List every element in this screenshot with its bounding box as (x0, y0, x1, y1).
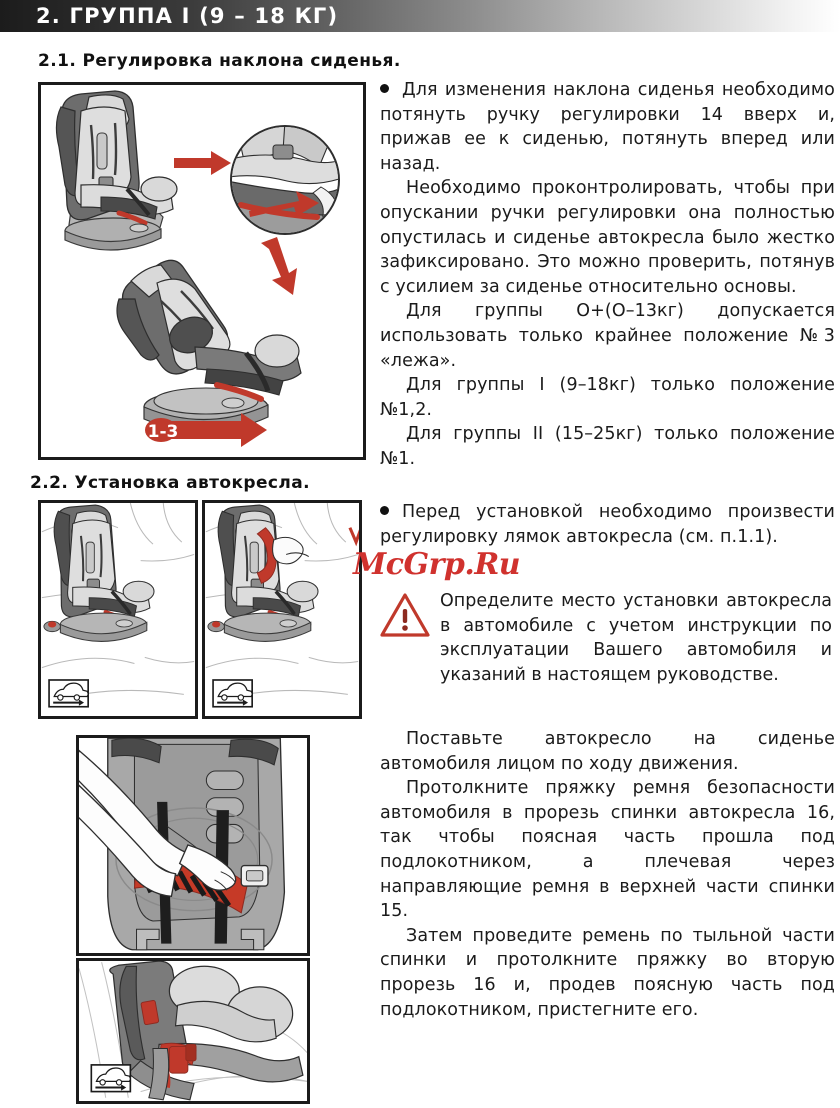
recline-adjustment-illustration (38, 82, 366, 460)
paragraph-group-1: Для группы I (9–18кг) только положение №1,2. (380, 375, 835, 420)
install-step-2-illustration (202, 500, 362, 719)
warning-triangle-icon (380, 592, 430, 638)
page-title: 2. ГРУППА I (9 – 18 КГ) (36, 4, 339, 28)
recline-text-column (380, 78, 835, 472)
recline-range-label: 1-3 (147, 422, 179, 442)
paragraph-check: Необходимо проконтролировать, чтобы при опускании ручки регулировки она полностью опустилась и сиденье автокресла было жестко зафиксировано. Это можно проверить, потянув с усилием за сиденье относительно основы. (380, 178, 835, 297)
paragraph-group-2: Для группы II (15–25кг) только положение №1. (380, 424, 835, 469)
warning-text: Определите место установки автокресла в автомобиле с учетом инструкции по эксплуатации Вашего автомобиля и указаний в настоящем руководстве. (440, 591, 832, 685)
install-text-column-bottom (380, 727, 835, 1022)
paragraph-group-0plus: Для группы O+(O–13кг) допускается использовать только крайнее положение №3 «лежа». (380, 301, 835, 371)
paragraph-thread-belt: Протолкните пряжку ремня безопасности автомобиля в прорезь спинки автокресла 16, так чтобы поясная часть прошла под подлокотником, а плечевая через направляющие ремня в верхней части спинки 15. (380, 778, 835, 922)
paragraph-place-seat: Поставьте автокресло на сиденье автомобиля лицом по ходу движения. (380, 729, 835, 774)
install-step-1-illustration (38, 500, 198, 719)
car-forward-icon (213, 680, 252, 707)
paragraph-text: Для изменения наклона сиденья необходимо потянуть ручку регулировки 14 вверх и, прижав ее к сиденью, потянуть вперед или назад. (380, 80, 835, 174)
belt-buckling-illustration (76, 958, 310, 1104)
section-heading-recline: 2.1. Регулировка наклона сиденья. (38, 51, 401, 71)
paragraph-bullet-recline (380, 78, 835, 176)
warning-block (380, 589, 835, 687)
paragraph-buckle-belt: Затем проведите ремень по тыльной части спинки и протолкните пряжку во вторую прорезь 16 и, продев поясную часть под подлокотником, пристегните его. (380, 925, 835, 1020)
paragraph-text: Перед установкой необходимо произвести регулировку лямок автокресла (см. п.1.1). (380, 502, 835, 547)
section-heading-install: 2.2. Установка автокресла. (30, 473, 310, 493)
watermark: McGrp.Ru (353, 547, 521, 582)
car-forward-icon (49, 680, 88, 707)
bullet-icon (380, 506, 389, 515)
paragraph-bullet-install (380, 500, 835, 549)
install-text-column-top (380, 500, 835, 549)
belt-threading-illustration (76, 735, 310, 956)
car-forward-icon (91, 1065, 130, 1092)
bullet-icon (380, 84, 389, 93)
